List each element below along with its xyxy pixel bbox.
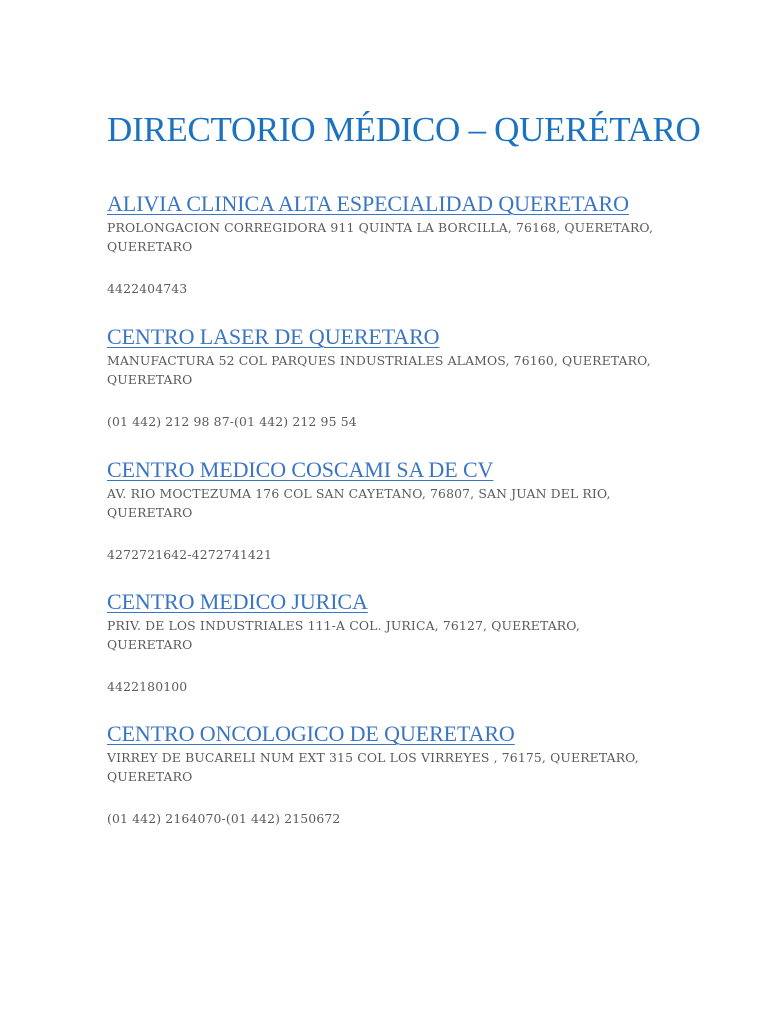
entry-address bbox=[107, 616, 687, 654]
entry-phone: (01 442) 212 98 87-(01 442) 212 95 54 bbox=[107, 414, 357, 429]
directory-entry bbox=[107, 457, 687, 564]
entry-address-line: QUERETARO bbox=[107, 769, 193, 784]
entry-address bbox=[107, 484, 687, 522]
entry-phone: 4422404743 bbox=[107, 281, 188, 296]
entry-address-line: AV. RIO MOCTEZUMA 176 COL SAN CAYETANO, 76807, SAN JUAN DEL RIO, bbox=[107, 486, 611, 501]
entry-address bbox=[107, 351, 687, 389]
entry-phone: (01 442) 2164070-(01 442) 2150672 bbox=[107, 811, 341, 826]
entry-address-line: QUERETARO bbox=[107, 239, 193, 254]
directory-entry bbox=[107, 191, 687, 298]
entry-name-link[interactable]: CENTRO MEDICO JURICA bbox=[107, 589, 368, 614]
directory-entry bbox=[107, 589, 687, 696]
entry-phone: 4272721642-4272741421 bbox=[107, 547, 273, 562]
entry-address-line: QUERETARO bbox=[107, 372, 193, 387]
entry-address bbox=[107, 748, 687, 786]
entry-address-line: QUERETARO bbox=[107, 637, 193, 652]
entry-address-line: QUERETARO bbox=[107, 505, 193, 520]
directory-entry bbox=[107, 324, 687, 431]
entry-name-link[interactable]: CENTRO ONCOLOGICO DE QUERETARO bbox=[107, 721, 515, 746]
entry-address-line: PROLONGACION CORREGIDORA 911 QUINTA LA BORCILLA, 76168, QUERETARO, bbox=[107, 220, 654, 235]
entry-name-link[interactable]: CENTRO MEDICO COSCAMI SA DE CV bbox=[107, 457, 494, 482]
entry-name-link[interactable]: CENTRO LASER DE QUERETARO bbox=[107, 324, 440, 349]
entry-address-line: VIRREY DE BUCARELI NUM EXT 315 COL LOS VIRREYES , 76175, QUERETARO, bbox=[107, 750, 639, 765]
entry-address-line: PRIV. DE LOS INDUSTRIALES 111-A COL. JURICA, 76127, QUERETARO, bbox=[107, 618, 580, 633]
entry-name-link[interactable]: ALIVIA CLINICA ALTA ESPECIALIDAD QUERETARO bbox=[107, 191, 629, 216]
directory-entry bbox=[107, 721, 687, 828]
entry-address bbox=[107, 218, 687, 256]
page-title: DIRECTORIO MÉDICO – QUERÉTARO bbox=[107, 110, 701, 149]
entry-address-line: MANUFACTURA 52 COL PARQUES INDUSTRIALES ALAMOS, 76160, QUERETARO, bbox=[107, 353, 651, 368]
entry-phone: 4422180100 bbox=[107, 679, 188, 694]
